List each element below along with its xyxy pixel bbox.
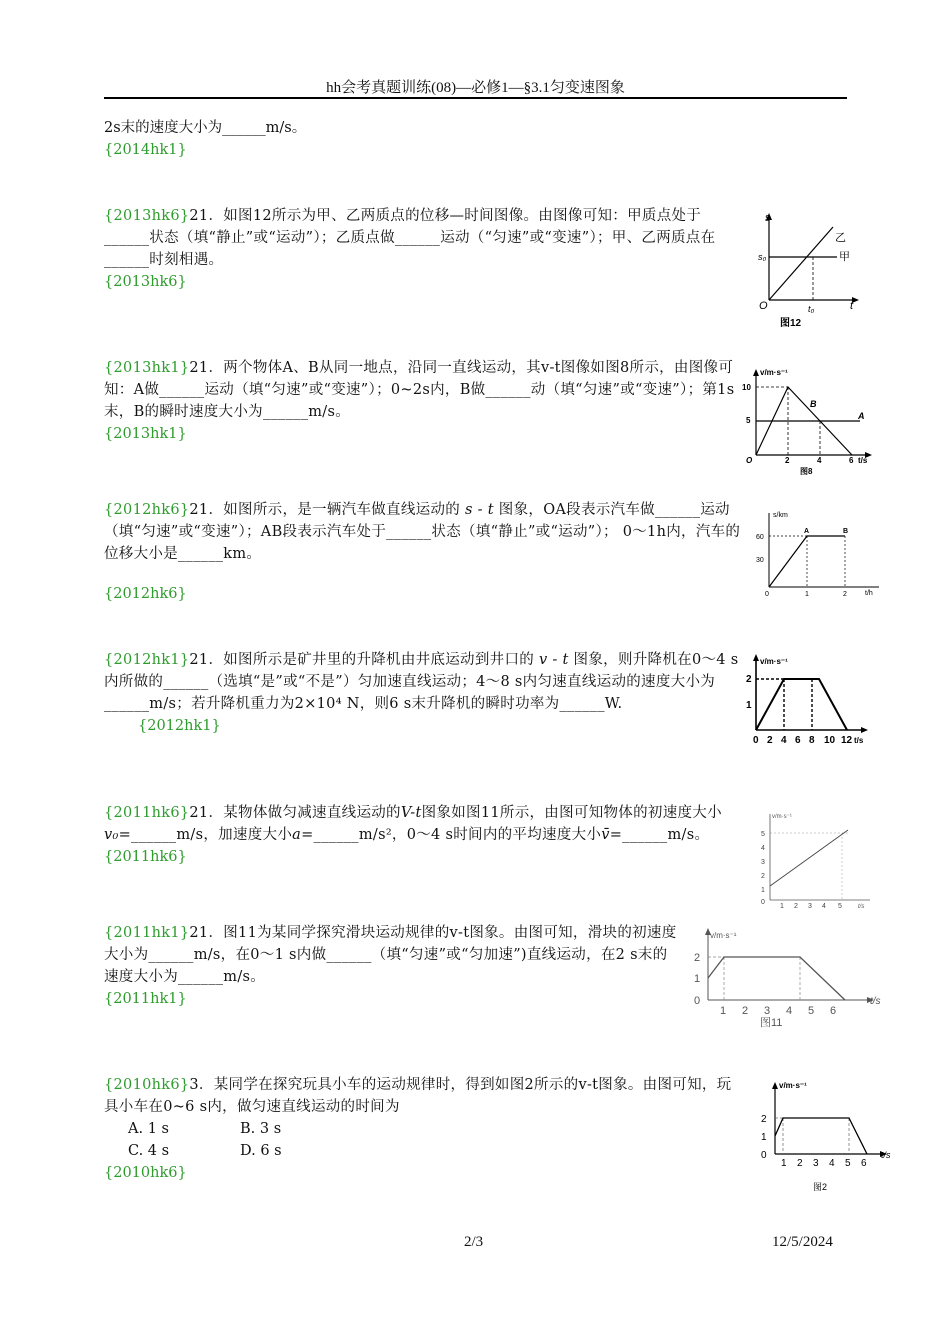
question-2013hk1 <box>104 357 742 445</box>
x-axis-label: t/s <box>881 1150 891 1160</box>
y-axis-label: s <box>765 212 771 224</box>
question-text <box>104 205 742 271</box>
figure-12 <box>755 205 865 330</box>
options-row-1 <box>104 1118 742 1140</box>
question-text <box>104 357 742 423</box>
source-tag-end: {2013hk1} <box>104 426 187 442</box>
x-tick-5: 5 <box>808 1005 815 1017</box>
x-axis-label: t/s <box>870 996 881 1007</box>
page-header-title: hh会考真题训练(08)—必修1—§3.1匀变速图象 <box>326 80 625 96</box>
question-2013hk6 <box>104 205 742 293</box>
y-tick-1: 1 <box>761 887 765 894</box>
source-tag: {2011hk6} <box>104 805 190 821</box>
y-tick-2: 2 <box>761 1114 767 1125</box>
y-tick-4: 4 <box>761 845 765 852</box>
x-tick-3: 3 <box>808 903 812 910</box>
y-tick-5: 5 <box>761 831 765 838</box>
x-tick-6: 6 <box>849 456 854 465</box>
question-2014hk1 <box>104 117 306 161</box>
question-text: 2s末的速度大小为______m/s。 <box>104 120 307 136</box>
origin-label: O <box>759 300 768 312</box>
figure-caption: 图11 <box>760 1017 783 1029</box>
y-tick-1: 1 <box>761 1132 767 1143</box>
source-tag-end: {2012hk1} <box>138 718 221 734</box>
x-tick-4: 4 <box>786 1005 793 1017</box>
y-tick-2: 2 <box>761 873 765 880</box>
x-tick-2: 2 <box>794 903 798 910</box>
x-tick-6: 6 <box>795 735 801 746</box>
y-tick-10: 10 <box>742 383 751 392</box>
source-tag-end: {2013hk6} <box>104 274 187 290</box>
question-text <box>104 922 682 988</box>
question-body: 21．图11为某同学探究滑块运动规律的v-t图象。由图可知，滑块的初速度大小为______m/s，在0～1 s内做______（填“匀速”或“匀加速”)直线运动，在2 s末的速度大小为______m/s。 <box>104 925 677 985</box>
question-body: 21．某物体做匀减速直线运动的 <box>189 805 401 821</box>
x-tick-1: 1 <box>780 903 784 910</box>
source-tag: {2014hk1} <box>104 142 187 158</box>
option-a: A. 1 s <box>128 1121 169 1137</box>
formula-V-t: V-t <box>400 805 422 821</box>
x-tick-4: 4 <box>817 456 822 465</box>
x-tick-2: 2 <box>797 1158 803 1169</box>
header-rule <box>104 97 847 99</box>
y-axis-label: s/km <box>773 512 788 519</box>
y-axis-label: v/m·s⁻¹ <box>710 931 737 940</box>
figure-elevator-v-t <box>744 652 874 748</box>
formula-s-t: s - t <box>464 502 494 518</box>
line-a-label: A <box>858 411 865 421</box>
y-axis-label: v/m·s⁻¹ <box>779 1081 807 1090</box>
question-body-4: =______m/s²，0～4 s时间内的平均速度大小 <box>301 827 602 843</box>
x-tick-1: 1 <box>781 1158 787 1169</box>
question-body: 3．某同学在探究玩具小车的运动规律时，得到如图2所示的v-t图象。由图可知，玩具小车在0~6 s内，做匀速直线运动的时间为 <box>104 1077 732 1115</box>
figure-s-t <box>755 505 890 600</box>
question-2011hk6 <box>104 802 742 868</box>
y-tick-0: 0 <box>761 1150 767 1161</box>
figure-8 <box>740 363 880 478</box>
question-body-3: =______m/s，加速度大小 <box>118 827 293 843</box>
question-text <box>104 1074 742 1118</box>
line-jia-label: 甲 <box>839 251 850 263</box>
x-tick-2: 2 <box>742 1005 749 1017</box>
x-tick-0: 0 <box>765 591 769 598</box>
x-tick-12: 12 <box>841 735 853 746</box>
y-tick-30: 30 <box>756 557 764 564</box>
x-tick-3: 3 <box>764 1005 771 1017</box>
source-tag: {2010hk6} <box>104 1077 190 1093</box>
point-a-label: A <box>804 528 810 535</box>
question-2011hk1 <box>104 922 682 1010</box>
x-axis-label: t/h <box>865 590 873 597</box>
question-body: 21．如图所示是矿井里的升降机由井底运动到井口的 <box>189 652 535 668</box>
question-2012hk6 <box>104 499 742 605</box>
source-tag-end: {2011hk6} <box>104 849 187 865</box>
x-tick-1: 1 <box>805 591 809 598</box>
y-tick-2: 2 <box>694 952 701 964</box>
question-body-2: 图象如图11所示，由图可知物体的初速度大小 <box>421 805 722 821</box>
footer-date: 12/5/2024 <box>772 1234 833 1250</box>
question-2012hk1 <box>104 649 742 737</box>
y-tick-0: 0 <box>761 899 765 906</box>
x-tick-4: 4 <box>829 1158 835 1169</box>
x-tick-5: 5 <box>845 1158 851 1169</box>
line-yi-label: 乙 <box>835 232 846 244</box>
source-tag-end: {2010hk6} <box>104 1165 187 1181</box>
figure-11-slider <box>690 926 895 1032</box>
x-tick-5: 5 <box>838 903 842 910</box>
x-axis-label: t/s <box>858 456 868 465</box>
x-tick-2: 2 <box>767 735 773 746</box>
question-text <box>104 802 742 846</box>
symbol-a: a <box>292 827 302 843</box>
y-tick-5: 5 <box>746 416 751 425</box>
source-tag: {2012hk6} <box>104 502 190 518</box>
x-tick-4: 4 <box>781 735 787 746</box>
x-axis-label: t/s <box>854 736 864 745</box>
y-axis-label: v/m·s⁻¹ <box>772 814 792 820</box>
x-tick-6: 6 <box>830 1005 837 1017</box>
y-axis-label: v/m·s⁻¹ <box>760 368 788 377</box>
option-b: B. 3 s <box>240 1121 282 1137</box>
formula-v-t: v - t <box>538 652 569 668</box>
origin-label: O <box>746 456 753 465</box>
source-tag-end: {2012hk6} <box>104 586 187 602</box>
figure-11-decel <box>758 808 878 913</box>
y-tick-2: 2 <box>746 674 752 685</box>
question-text <box>104 649 742 715</box>
figure-caption: 图2 <box>813 1182 828 1192</box>
point-b-label: B <box>843 528 849 535</box>
x-axis-label: t <box>850 300 854 312</box>
x-tick-2: 2 <box>785 456 790 465</box>
question-2010hk6 <box>104 1074 742 1184</box>
y-axis-label: v/m·s⁻¹ <box>760 657 788 666</box>
source-tag-end: {2011hk1} <box>104 991 187 1007</box>
s0-label: s₀ <box>758 252 767 262</box>
source-tag: {2013hk1} <box>104 360 190 376</box>
y-tick-0: 0 <box>694 995 701 1007</box>
x-tick-1: 1 <box>720 1005 727 1017</box>
x-tick-2: 2 <box>843 591 847 598</box>
question-body-5: =______m/s。 <box>609 827 710 843</box>
source-tag: {2011hk1} <box>104 925 190 941</box>
y-tick-60: 60 <box>756 534 764 541</box>
question-text <box>104 499 742 565</box>
question-body-cont: 图象，OA段表示汽车做______运动（填“匀速”或“变速”）；AB段表示汽车处于______状态（填“静止”或“运动”）； 0～1h内，汽车的位移大小是______km。 <box>104 502 741 562</box>
x-axis-label: t/s <box>858 904 865 910</box>
x-tick-0: 0 <box>753 735 759 746</box>
symbol-v0: v₀ <box>104 827 119 843</box>
figure-2 <box>755 1078 900 1196</box>
symbol-vbar: v̄ <box>601 827 610 843</box>
question-body-cont: 图象，则升降机在0～4 s内所做的______（选填“是”或“不是”）匀加速直线运动；4～8 s内匀速直线运动的速度大小为______m/s；若升降机重力为2×10⁴ N，则6 s末升降机的瞬时功率为______W. <box>104 652 739 712</box>
figure-caption: 图8 <box>800 467 813 476</box>
question-body: 21．如图12所示为甲、乙两质点的位移—时间图像。由图像可知：甲质点处于______状态（填“静止”或“运动”）；乙质点做______运动（“匀速”或“变速”）；甲、乙两质点在______时刻相遇。 <box>104 208 716 268</box>
x-tick-6: 6 <box>861 1158 867 1169</box>
options-row-2 <box>104 1140 742 1162</box>
option-c: C. 4 s <box>128 1143 170 1159</box>
y-tick-3: 3 <box>761 859 765 866</box>
source-tag: {2013hk6} <box>104 208 190 224</box>
y-tick-1: 1 <box>746 700 752 711</box>
question-body: 21．如图所示，是一辆汽车做直线运动的 <box>189 502 461 518</box>
figure-caption: 图12 <box>780 318 802 329</box>
option-d: D. 6 s <box>240 1143 282 1159</box>
x-tick-4: 4 <box>822 903 826 910</box>
page-number: 2/3 <box>464 1234 484 1250</box>
source-tag: {2012hk1} <box>104 652 190 668</box>
line-b-label: B <box>810 399 817 409</box>
y-tick-1: 1 <box>694 973 701 985</box>
x-tick-8: 8 <box>809 735 815 746</box>
x-tick-10: 10 <box>824 735 836 746</box>
x-tick-3: 3 <box>813 1158 819 1169</box>
t0-label: t₀ <box>808 304 815 314</box>
question-body: 21．两个物体A、B从同一地点，沿同一直线运动，其v-t图像如图8所示，由图像可知：A做______运动（填“匀速”或“变速”）；0~2s内，B做______动（填“匀速”或“变速”）；第1s末，B的瞬时速度大小为______m/s。 <box>104 360 735 420</box>
